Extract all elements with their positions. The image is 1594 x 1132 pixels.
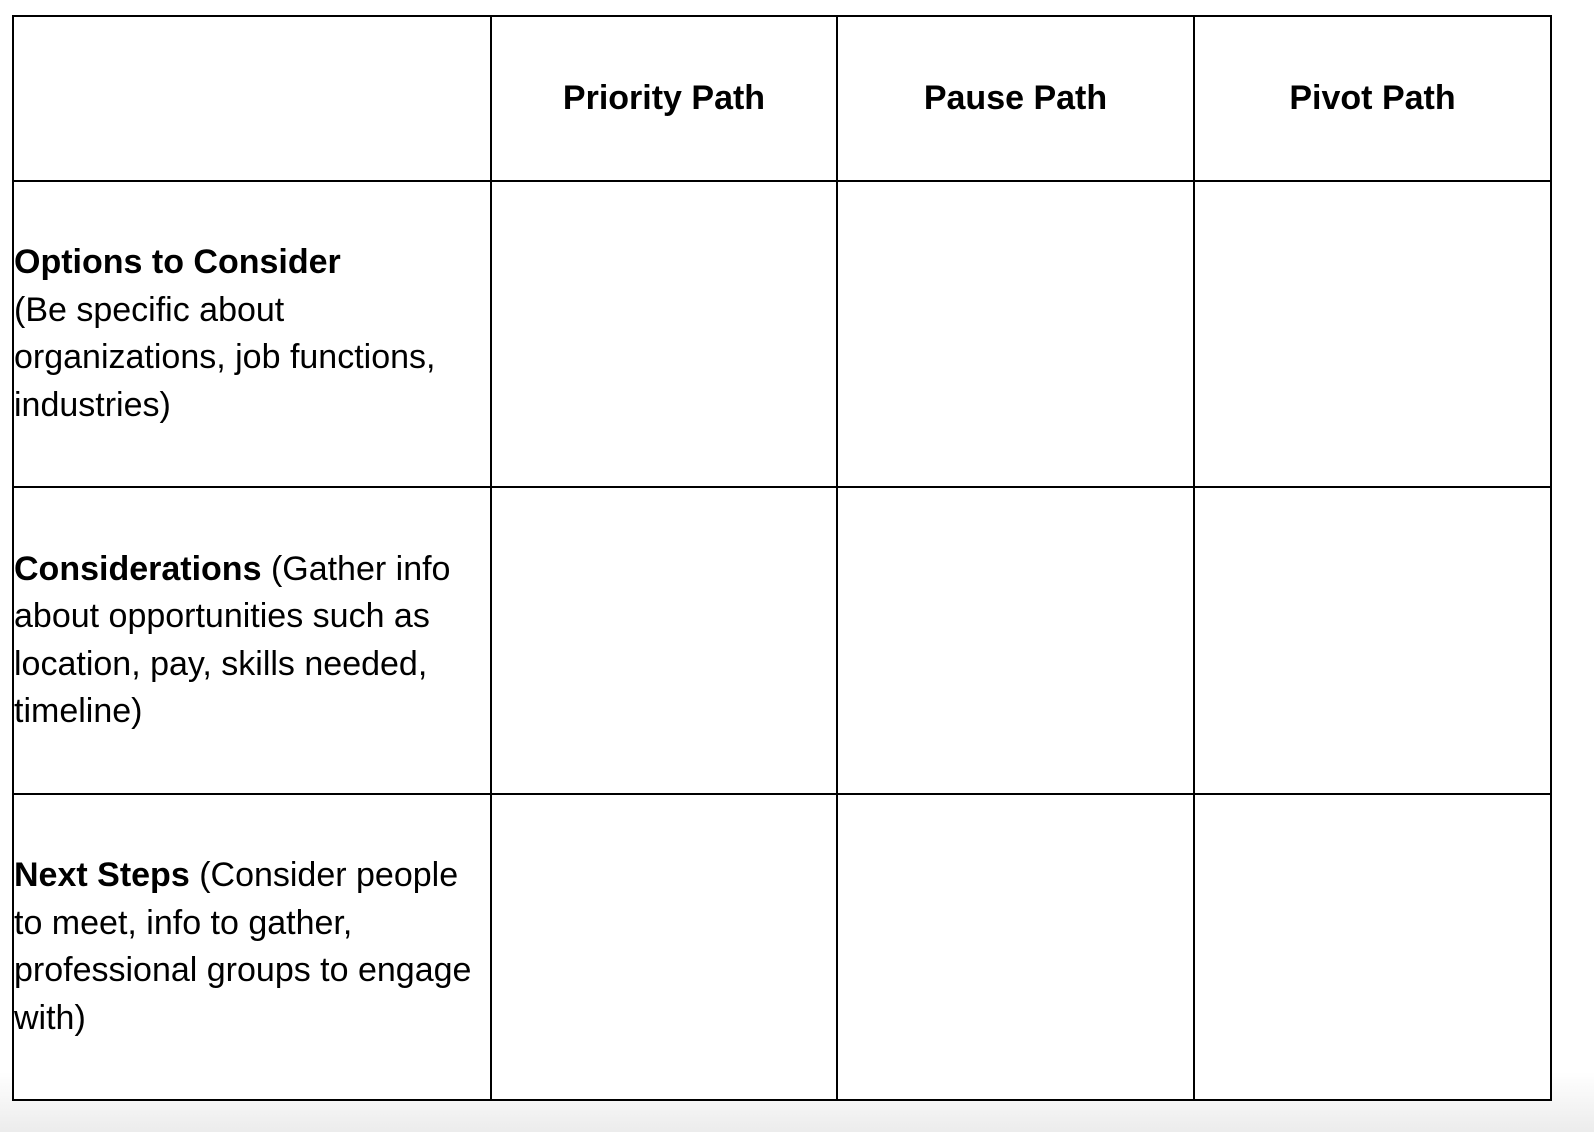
table-row-next-steps [13,794,1551,1100]
row-header-options-to-consider [13,181,491,487]
table-header-row [13,16,1551,181]
row-description: (Be specific about organizations, job functions, industries) [14,290,436,424]
cell-options-pause[interactable] [837,181,1194,487]
table-row-options-to-consider [13,181,1551,487]
row-title: Next Steps [14,856,190,894]
row-title: Options to Consider [14,243,341,281]
column-header-priority-path: Priority Path [491,16,837,181]
row-description: (Gather info about opportunities such as location, pay, skills needed, timeline) [14,549,451,730]
row-header-considerations [13,487,491,794]
cell-considerations-pause[interactable] [837,487,1194,794]
corner-cell [13,16,491,181]
cell-next-steps-pause[interactable] [837,794,1194,1100]
cell-next-steps-priority[interactable] [491,794,837,1100]
row-description: (Consider people to meet, info to gather, professional groups to engage with) [14,856,472,1037]
column-header-pause-path: Pause Path [837,16,1194,181]
cell-considerations-pivot[interactable] [1194,487,1551,794]
cell-options-pivot[interactable] [1194,181,1551,487]
row-title: Considerations [14,549,262,588]
career-paths-table [12,15,1552,1101]
cell-considerations-priority[interactable] [491,487,837,794]
column-header-pivot-path: Pivot Path [1194,16,1551,181]
table-row-considerations [13,487,1551,794]
row-header-next-steps [13,794,491,1100]
cell-next-steps-pivot[interactable] [1194,794,1551,1100]
cell-options-priority[interactable] [491,181,837,487]
